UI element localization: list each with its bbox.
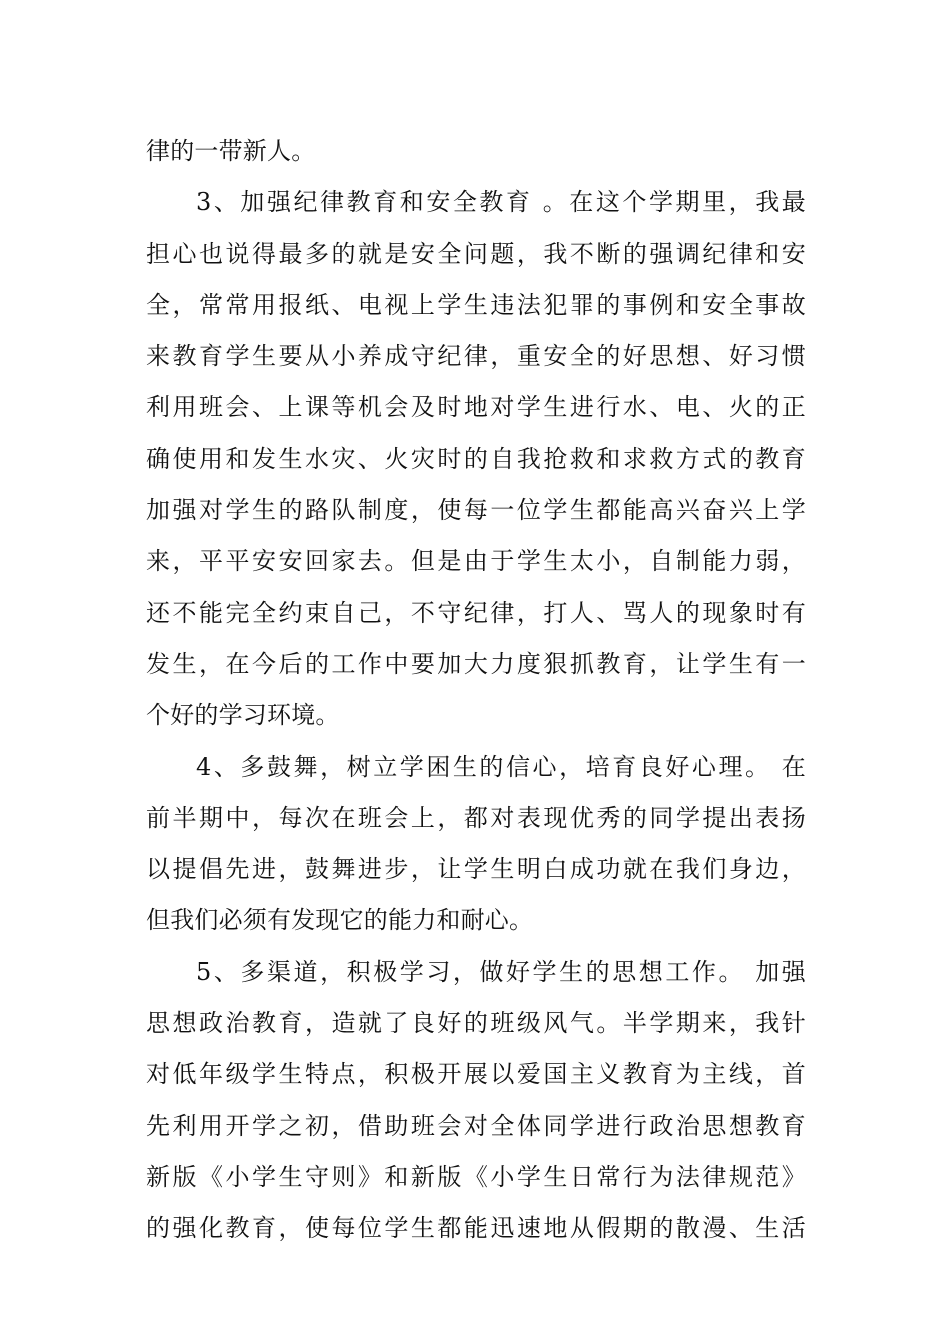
- text-line: 新版《小学生守则》和新版《小学生日常行为法律规范》: [146, 1162, 806, 1191]
- text-line: 前半期中，每次在班会上，都对表现优秀的同学提出表扬: [146, 803, 806, 832]
- text-line: 来，平平安安回家去。但是由于学生太小，自制能力弱，: [146, 547, 806, 576]
- text-line: 思想政治教育，造就了良好的班级风气。半学期来，我针: [146, 1009, 806, 1038]
- paragraph-3-first-line: 3、加强纪律教育和安全教育 。在这个学期里，我最: [196, 188, 806, 217]
- text-line: 对低年级学生特点，积极开展以爱国主义教育为主线，首: [146, 1060, 806, 1089]
- text-line: 利用班会、上课等机会及时地对学生进行水、电、火的正: [146, 393, 806, 422]
- text-line: 担心也说得最多的就是安全问题，我不断的强调纪律和安: [146, 239, 806, 268]
- text-line: 但我们必须有发现它的能力和耐心。: [146, 906, 534, 935]
- paragraph-4-first-line: 4、多鼓舞，树立学困生的信心，培育良好心理。 在: [196, 752, 806, 781]
- text-line: 先利用开学之初，借助班会对全体同学进行政治思想教育: [146, 1111, 806, 1140]
- text-line: 还不能完全约束自己，不守纪律，打人、骂人的现象时有: [146, 598, 806, 627]
- paragraph-5-first-line: 5、多渠道，积极学习，做好学生的思想工作。 加强: [196, 957, 806, 986]
- text-line: 发生，在今后的工作中要加大力度狠抓教育，让学生有一: [146, 649, 806, 678]
- document-body: [146, 126, 806, 1255]
- text-line: 来教育学生要从小养成守纪律，重安全的好思想、好习惯: [146, 342, 806, 371]
- text-line: 律的一带新人。: [146, 137, 316, 165]
- text-line: 全，常常用报纸、电视上学生违法犯罪的事例和安全事故: [146, 290, 806, 319]
- text-line: 确使用和发生水灾、火灾时的自我抢救和求救方式的教育: [146, 444, 806, 473]
- text-line: 加强对学生的路队制度，使每一位学生都能高兴奋兴上学: [146, 496, 806, 525]
- text-line: 个好的学习环境。: [146, 701, 340, 730]
- text-line: 以提倡先进，鼓舞进步，让学生明白成功就在我们身边，: [146, 855, 806, 884]
- text-line: 的强化教育，使每位学生都能迅速地从假期的散漫、生活: [146, 1214, 806, 1243]
